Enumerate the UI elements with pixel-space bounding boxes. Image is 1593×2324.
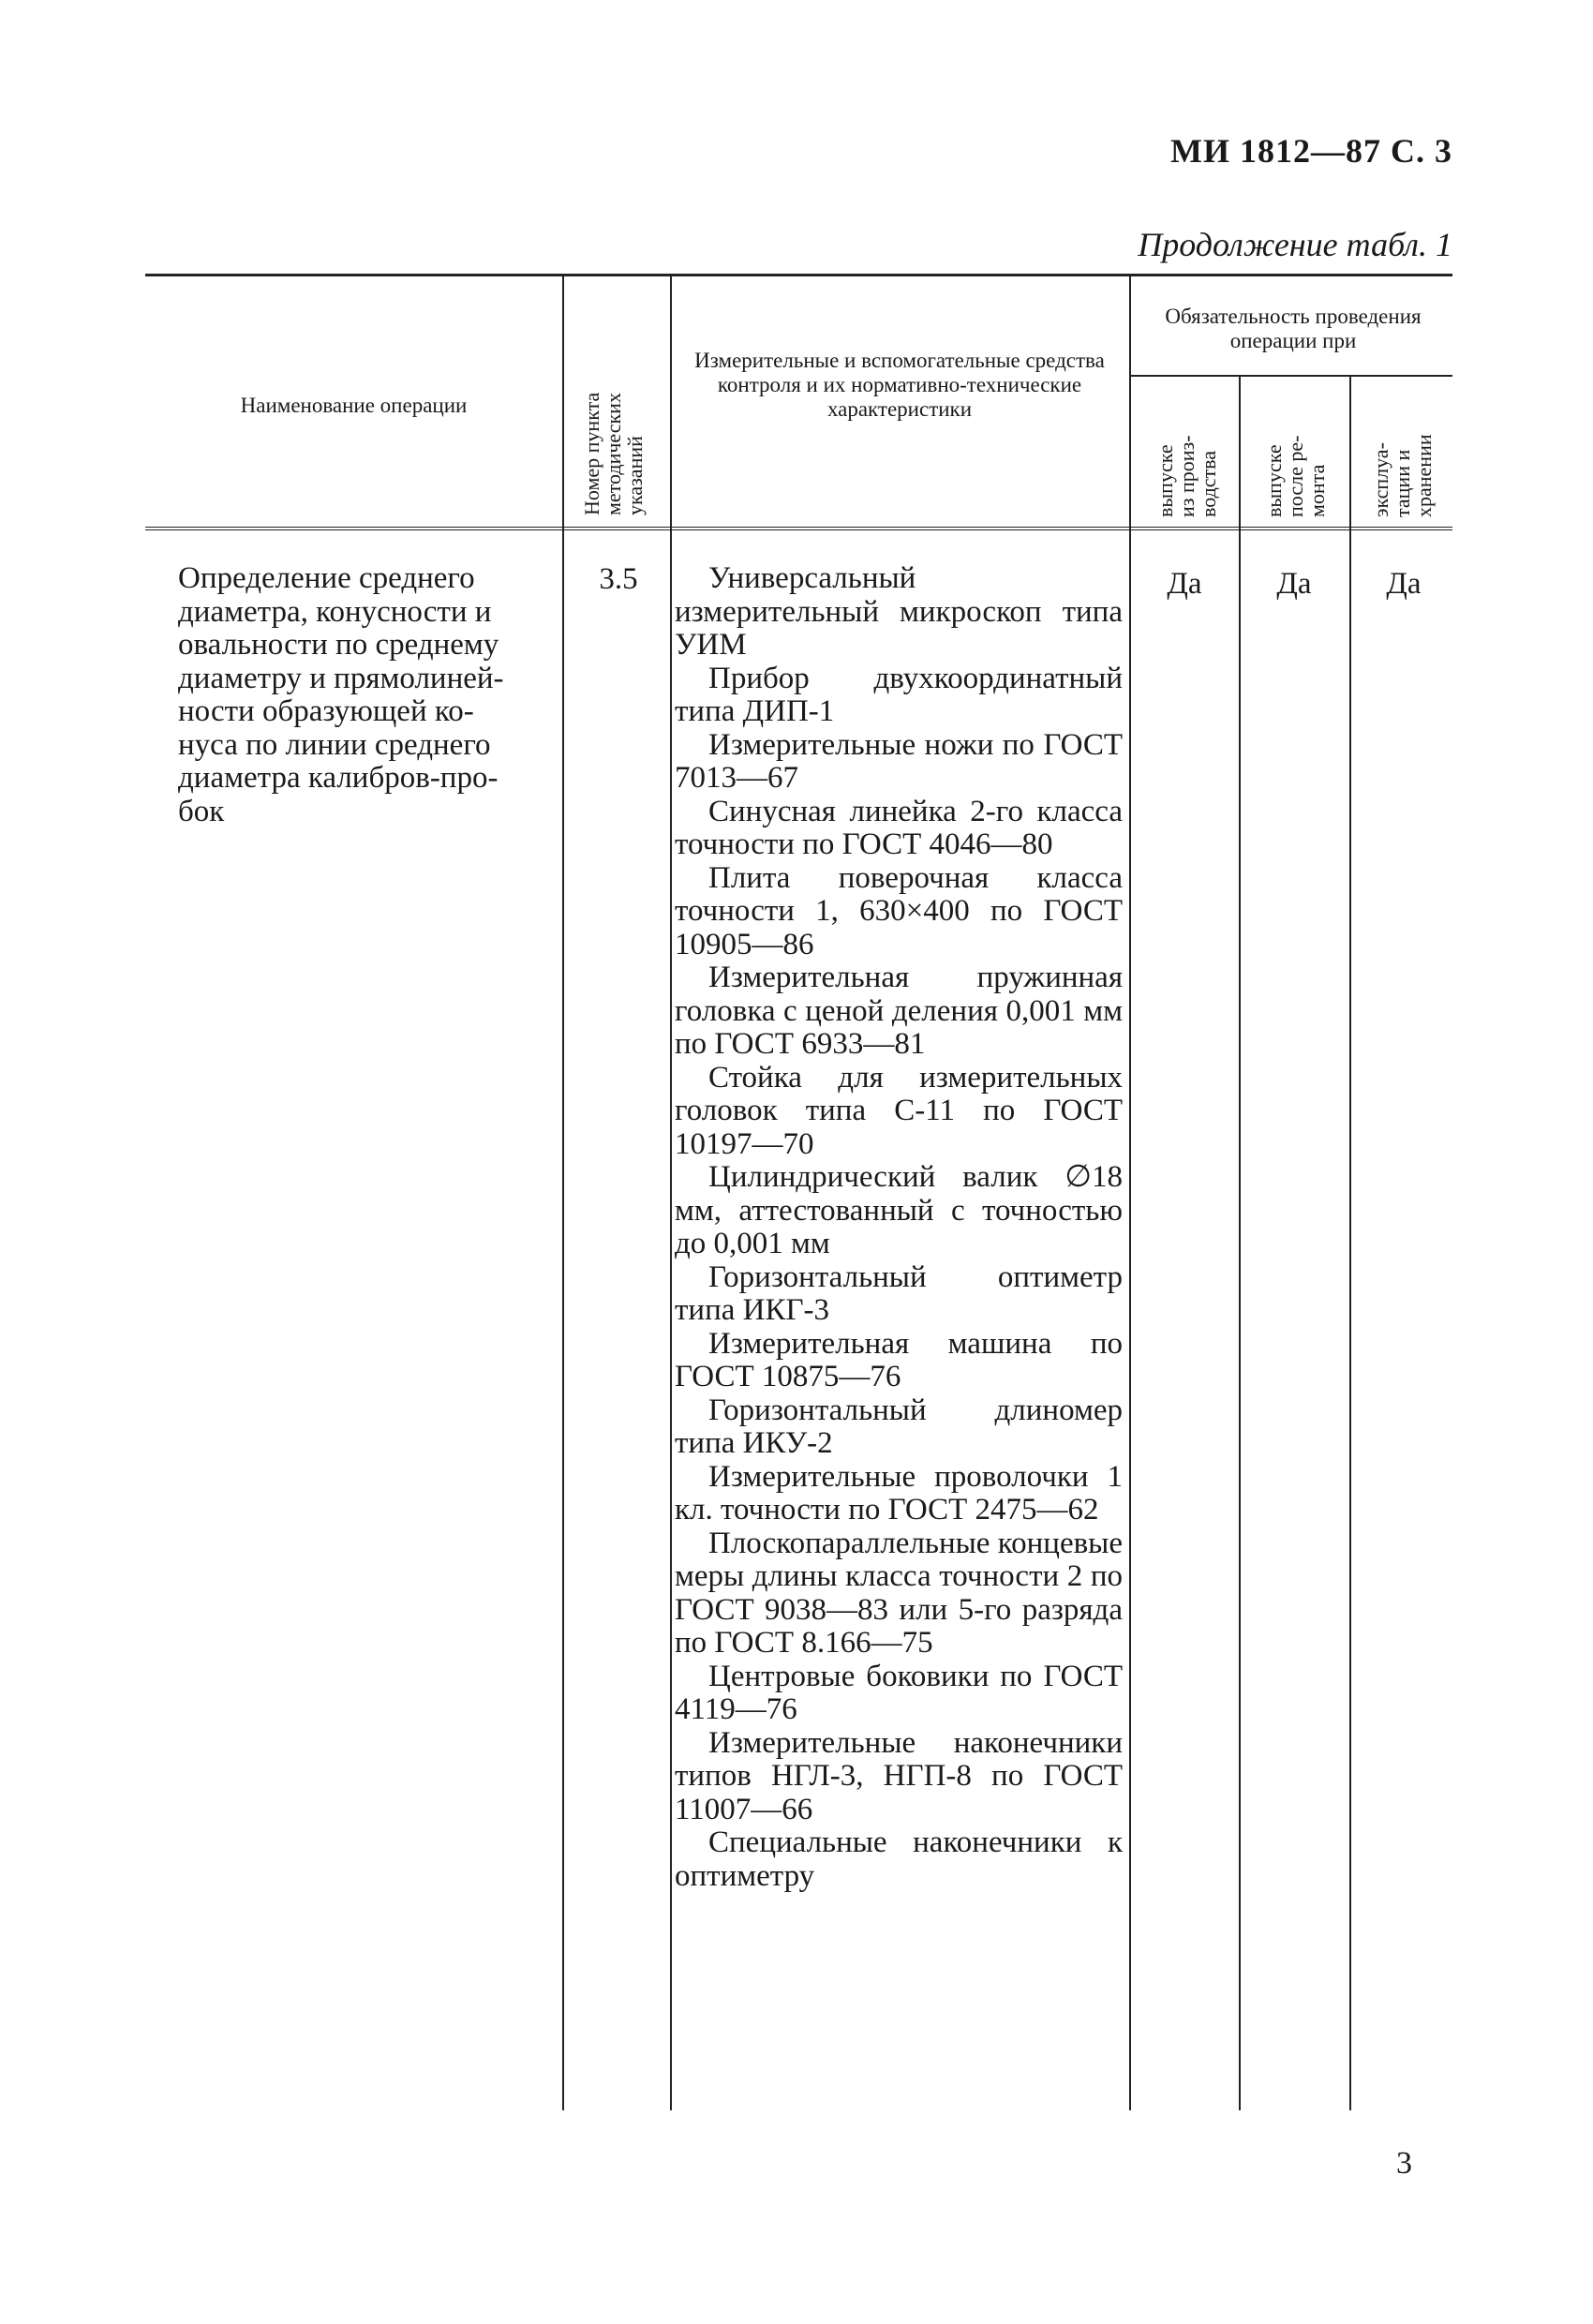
tool-item: Специальные наконечники к оптиметру (675, 1825, 1123, 1893)
subheader-rule (1129, 375, 1452, 377)
header-mandatory: Обязательность проведения операции при (1165, 305, 1422, 352)
tool-item: Прибор двухкоординатный типа ДИП-1 (675, 661, 1123, 728)
tool-item: Стойка для измерительных головок типа С-11 по ГОСТ 10197—70 (675, 1060, 1123, 1161)
tool-item: Измерительная пружинная головка с ценой деления 0,001 мм по ГОСТ 6933—81 (675, 961, 1123, 1061)
column-divider (1349, 375, 1351, 2110)
header-clause-number: Номер пункта методических указаний (580, 392, 647, 515)
release-repair-value: Да (1276, 567, 1312, 601)
header-release-repair: выпуске после ре- монта (1262, 435, 1329, 517)
header-operation-storage: эксплуа- тации и хранении (1369, 434, 1436, 517)
column-divider (1239, 375, 1241, 2110)
tool-item: Центровые боковики по ГОСТ 4119—76 (675, 1659, 1123, 1726)
tool-item: Плоскопараллельные концевые меры длины класса точности 2 по ГОСТ 9038—83 или 5-го разряда по ГОСТ 8.166—75 (675, 1526, 1123, 1660)
tool-item: Горизонтальный длиномер типа ИКУ-2 (675, 1393, 1123, 1460)
header-operation-name: Наименование операции (240, 394, 468, 417)
tool-item: Измерительные наконечники типов НГЛ-3, НГП-8 по ГОСТ 11007—66 (675, 1725, 1123, 1826)
release-production-value: Да (1167, 567, 1202, 601)
column-divider (1129, 274, 1131, 2110)
tool-item: Измерительные ножи по ГОСТ 7013—67 (675, 727, 1123, 795)
table-top-rule (145, 274, 1452, 276)
page-number: 3 (1396, 2146, 1412, 2181)
column-divider (562, 274, 564, 2110)
operation-storage-value: Да (1386, 567, 1422, 601)
tool-item: Измерительные проволочки 1 кл. точности по ГОСТ 2475—62 (675, 1459, 1123, 1527)
tool-item: Цилиндрический валик ∅18 мм, аттестованный с точностью до 0,001 мм (675, 1160, 1123, 1260)
header-bottom-rule (145, 527, 1452, 530)
column-divider (670, 274, 672, 2110)
header-release-production: выпуске из произ- водства (1154, 435, 1220, 517)
clause-number-cell: 3.5 (599, 562, 638, 596)
tool-item: Универсальный измерительный микроскоп типа УИМ (675, 561, 1123, 662)
header-tools: Измерительные и вспомогательные средства контроля и их нормативно-технические характеристики (694, 349, 1105, 421)
tool-item: Плита поверочная класса точности 1, 630×400 по ГОСТ 10905—86 (675, 860, 1123, 961)
tool-item: Синусная линейка 2-го класса точности по ГОСТ 4046—80 (675, 794, 1123, 861)
tools-cell (675, 562, 1123, 1893)
table-continuation-caption: Продолжение табл. 1 (1138, 226, 1452, 263)
tool-item: Измерительная машина по ГОСТ 10875—76 (675, 1326, 1123, 1393)
operation-name-cell: Определение среднего диаметра, конусности и овальности по среднему диаметру и прямолиней- ности образующей ко- нуса по линии среднего диаметра калибров-про- бок (178, 561, 504, 828)
tool-item: Горизонтальный оптиметр типа ИКГ-3 (675, 1259, 1123, 1327)
document-reference: МИ 1812—87 С. 3 (1170, 132, 1452, 170)
